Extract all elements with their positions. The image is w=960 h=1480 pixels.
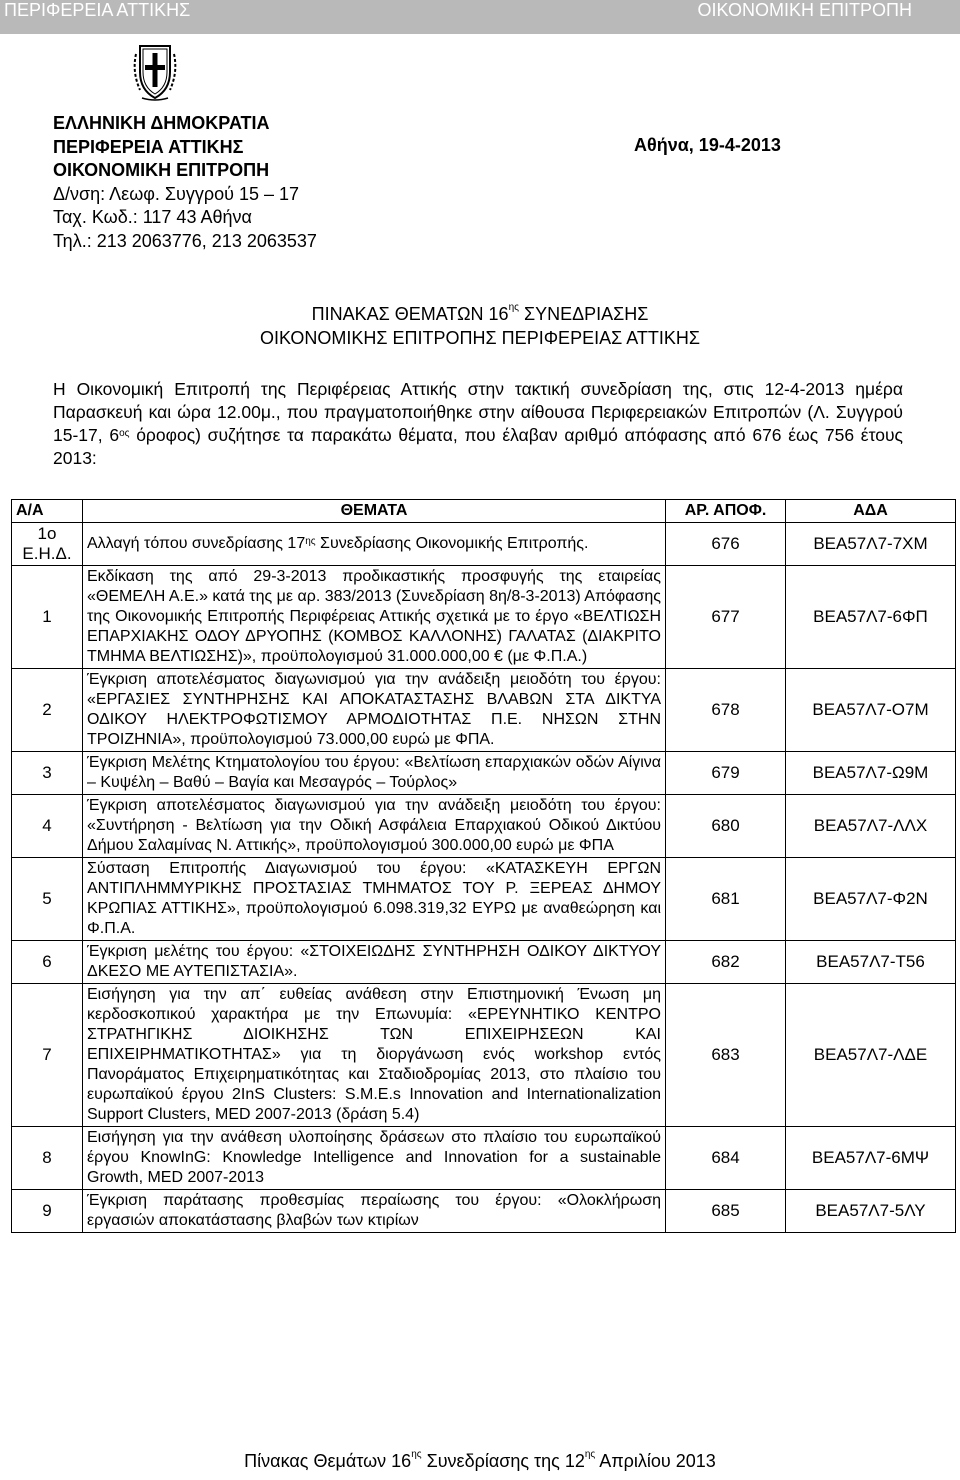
row-topic: Εισήγηση για την ανάθεση υλοποίησης δράσεων στο πλαίσιο του ευρωπαϊκού έργου KnowInG: Knowledge Intelligence and Innovation for a sustainable Growth, MED 2007-2013 <box>83 1127 666 1190</box>
row-ada: ΒΕΑ57Λ7-6ΦΠ <box>786 566 956 669</box>
sender-postcode: Ταχ. Κωδ.: 117 43 Αθήνα <box>53 207 252 227</box>
row-topic-text: Συνεδρίασης Οικονομικής Επιτροπής. <box>315 535 589 552</box>
document-date: Αθήνα, 19-4-2013 <box>634 135 781 155</box>
table-row <box>12 523 956 566</box>
row-topic <box>83 523 666 566</box>
row-aa: 4 <box>12 795 83 858</box>
header-right-text: ΟΙΚΟΝΟΜΙΚΗ ΕΠΙΤΡΟΠΗ <box>697 0 912 20</box>
page-footer <box>0 1451 960 1472</box>
table-row <box>12 752 956 795</box>
row-aa: 3 <box>12 752 83 795</box>
footer-text: Πίνακας Θεμάτων 16 <box>244 1451 412 1471</box>
row-decision-number: 685 <box>666 1190 786 1233</box>
table-header-row <box>12 500 956 523</box>
row-ada: ΒΕΑ57Λ7-5ΛΥ <box>786 1190 956 1233</box>
table-row <box>12 566 956 669</box>
footer-text: Συνεδρίασης της 12 <box>421 1451 585 1471</box>
intro-sup: ος <box>119 428 130 439</box>
intro-text: Η Οικονομική Επιτροπή της Περιφέρειας Αττικής στην τακτική συνεδρίαση της, στις 12-4-2013 ημέρα Παρασκευή και ώρα 12.00μ., που πραγματοποιήθηκε στην αίθουσα Περιφερειακών Επιτροπών (Λ. Συγγρού 15-17, 6 <box>53 379 903 445</box>
row-topic: Έγκριση μελέτης του έργου: «ΣΤΟΙΧΕΙΩΔΗΣ ΣΥΝΤΗΡΗΣΗ ΟΔΙΚΟΥ ΔΙΚΤΥΟΥ ΔΚΕΣΟ ΜΕ ΑΥΤΕΠΙΣΤΑΣΙΑ». <box>83 941 666 984</box>
table-row <box>12 1127 956 1190</box>
greek-coat-of-arms-icon <box>130 42 180 102</box>
row-decision-number: 684 <box>666 1127 786 1190</box>
row-ada: ΒΕΑ57Λ7-Φ2Ν <box>786 858 956 941</box>
row-ada: ΒΕΑ57Λ7-7ΧΜ <box>786 523 956 566</box>
row-decision-number: 682 <box>666 941 786 984</box>
page-subtitle: ΟΙΚΟΝΟΜΙΚΗΣ ΕΠΙΤΡΟΠΗΣ ΠΕΡΙΦΕΡΕΙΑΣ ΑΤΤΙΚΗΣ <box>259 328 701 348</box>
title-text: ΣΥΝΕΔΡΙΑΣΗΣ <box>518 304 649 324</box>
row-ada: ΒΕΑ57Λ7-6ΜΨ <box>786 1127 956 1190</box>
row-aa: 8 <box>12 1127 83 1190</box>
row-aa: 9 <box>12 1190 83 1233</box>
row-topic: Σύσταση Επιτροπής Διαγωνισμού του έργου: «ΚΑΤΑΣΚΕΥΗ ΕΡΓΩΝ ΑΝΤΙΠΛΗΜΜΥΡΙΚΗΣ ΠΡΟΣΤΑΣΙΑΣ ΤΜΗΜΑΤΟΣ ΤΟΥ Ρ. ΞΕΡΕΑΣ ΔΗΜΟΥ ΚΡΩΠΙΑΣ ΑΤΤΙΚΗΣ», προϋπολογισμού 6.098.319,32 ΕΥΡΩ με αναθεώρηση και Φ.Π.Α. <box>83 858 666 941</box>
row-decision-number: 680 <box>666 795 786 858</box>
title-text: ΠΙΝΑΚΑΣ ΘΕΜΑΤΩΝ 16 <box>311 304 509 324</box>
row-decision-number: 677 <box>666 566 786 669</box>
row-decision-number: 679 <box>666 752 786 795</box>
topics-table <box>11 499 956 1233</box>
row-topic: Έγκριση παράτασης προθεσμίας περαίωσης του έργου: «Ολοκλήρωση εργασιών αποκατάστασης βλαβών των κτιρίων <box>83 1190 666 1233</box>
sender-line: ΠΕΡΙΦΕΡΕΙΑ ΑΤΤΙΚΗΣ <box>53 136 244 157</box>
row-topic-sup: ης <box>305 536 316 547</box>
row-topic: Έγκριση αποτελέσματος διαγωνισμού για την ανάδειξη μειοδότη του έργου: «Συντήρηση - Βελτίωση για την Οδική Ασφάλεια Επαρχιακού Οδικού Δικτύου Δήμου Σαλαμίνας Ν. Αττικής», προϋπολογισμού 300.000,00 ευρώ με ΦΠΑ <box>83 795 666 858</box>
row-topic: Έγκριση αποτελέσματος διαγωνισμού για την ανάδειξη μειοδότη του έργου: «ΕΡΓΑΣΙΕΣ ΣΥΝΤΗΡΗΣΗΣ ΚΑΙ ΑΠΟΚΑΤΑΣΤΑΣΗΣ ΒΛΑΒΩΝ ΣΤΑ ΔΙΚΤΥΑ ΟΔΙΚΟΥ ΗΛΕΚΤΡΟΦΩΤΙΣΜΟΥ ΑΡΜΟΔΙΟΤΗΤΑΣ Π.Ε. ΝΗΣΩΝ ΣΤΗΝ ΤΡΟΙΖΗΝΙΑ», προϋπολογισμού 73.000,00 ευρώ με ΦΠΑ. <box>83 669 666 752</box>
row-topic-text: Αλλαγή τόπου συνεδρίασης 17 <box>87 535 306 552</box>
col-header-ada: ΑΔΑ <box>786 500 956 523</box>
row-ada: ΒΕΑ57Λ7-ΛΔΕ <box>786 984 956 1127</box>
row-ada: ΒΕΑ57Λ7-ΛΛΧ <box>786 795 956 858</box>
col-header-themata: ΘΕΜΑΤΑ <box>83 500 666 523</box>
row-decision-number: 676 <box>666 523 786 566</box>
row-topic: Εισήγηση για την απ΄ ευθείας ανάθεση στην Επιστημονική Ένωση μη κερδοσκοπικού χαρακτήρα με την Επωνυμία: «ΕΡΕΥΝΗΤΙΚΟ ΚΕΝΤΡΟ ΣΤΡΑΤΗΓΙΚΗΣ ΔΙΟΙΚΗΣΗΣ ΤΩΝ ΕΠΙΧΕΙΡΗΣΕΩΝ ΚΑΙ ΕΠΙΧΕΙΡΗΜΑΤΙΚΟΤΗΤΑΣ» για τη διοργάνωση ενός workshop εντός Πανοράματος Επιχειρηματικότητας και Σταδιοδρομίας 2013, στο πλαίσιο του ευρωπαϊκού έργου 2InS Clusters: S.M.E.s Innovation and Internationalization Support Clusters, MED 2007-2013 (δράση 5.4) <box>83 984 666 1127</box>
page-header-bar <box>0 0 960 34</box>
table-row <box>12 795 956 858</box>
row-aa: 2 <box>12 669 83 752</box>
sender-address: Δ/νση: Λεωφ. Συγγρού 15 – 17 <box>53 183 300 204</box>
row-topic: Έγκριση Μελέτης Κτηματολογίου του έργου: «Βελτίωση επαρχιακών οδών Αίγινα – Κυψέλη – Βαθύ – Βαγία και Μεσαγρός – Τούρλος» <box>83 752 666 795</box>
table-row <box>12 1190 956 1233</box>
title-sup: ης <box>508 302 519 313</box>
row-decision-number: 678 <box>666 669 786 752</box>
col-header-aa: Α/Α <box>12 500 83 523</box>
row-aa: 7 <box>12 984 83 1127</box>
footer-sup: ης <box>584 1449 596 1460</box>
row-aa-line: Ε.Η.Δ. <box>22 544 72 563</box>
sender-line: ΕΛΛΗΝΙΚΗ ΔΗΜΟΚΡΑΤΙΑ <box>53 113 270 133</box>
table-row <box>12 984 956 1127</box>
sender-phone: Τηλ.: 213 2063776, 213 2063537 <box>53 230 317 251</box>
header-left-text: ΠΕΡΙΦΕΡΕΙΑ ΑΤΤΙΚΗΣ <box>4 0 191 20</box>
sender-block <box>53 112 317 253</box>
footer-text: Απριλίου 2013 <box>595 1451 716 1471</box>
row-ada: ΒΕΑ57Λ7-Ω9Μ <box>786 752 956 795</box>
row-aa: 1 <box>12 566 83 669</box>
col-header-ar-apof: ΑΡ. ΑΠΟΦ. <box>666 500 786 523</box>
intro-text: όροφος) συζήτησε τα παρακάτω θέματα, που έλαβαν αριθμό απόφασης από 676 έως 756 έτους 2013: <box>53 425 903 468</box>
row-aa: 5 <box>12 858 83 941</box>
row-ada: ΒΕΑ57Λ7-Ο7Μ <box>786 669 956 752</box>
table-row <box>12 941 956 984</box>
page-title <box>0 304 960 325</box>
row-aa <box>12 523 83 566</box>
row-topic: Εκδίκαση της από 29-3-2013 προδικαστικής προσφυγής της εταιρείας «ΘΕΜΕΛΗ Α.Ε.» κατά της με αρ. 383/2013 (Συνεδρίαση 8η/8-3-2013) Απόφασης της Οικονομικής Επιτροπής Περιφέρειας Αττικής σχετικά με το έργο «ΒΕΛΤΙΩΣΗ ΕΠΑΡΧΙΑΚΗΣ ΟΔΟΥ ΔΡΥΟΠΗΣ (ΚΟΜΒΟΣ ΚΑΛΛΟΝΗΣ) ΓΑΛΑΤΑΣ (ΔΙΑΚΡΙΤΟ ΤΜΗΜΑ ΒΕΛΤΙΩΣΗΣ)», προϋπολογισμού 31.000.000,00 € (με Φ.Π.Α.) <box>83 566 666 669</box>
intro-paragraph <box>53 378 903 470</box>
footer-sup: ης <box>411 1449 422 1460</box>
row-decision-number: 681 <box>666 858 786 941</box>
row-aa-line: 1ο <box>37 524 57 543</box>
table-row <box>12 669 956 752</box>
row-decision-number: 683 <box>666 984 786 1127</box>
row-aa: 6 <box>12 941 83 984</box>
sender-line: ΟΙΚΟΝΟΜΙΚΗ ΕΠΙΤΡΟΠΗ <box>53 160 270 180</box>
row-ada: ΒΕΑ57Λ7-Τ56 <box>786 941 956 984</box>
table-row <box>12 858 956 941</box>
